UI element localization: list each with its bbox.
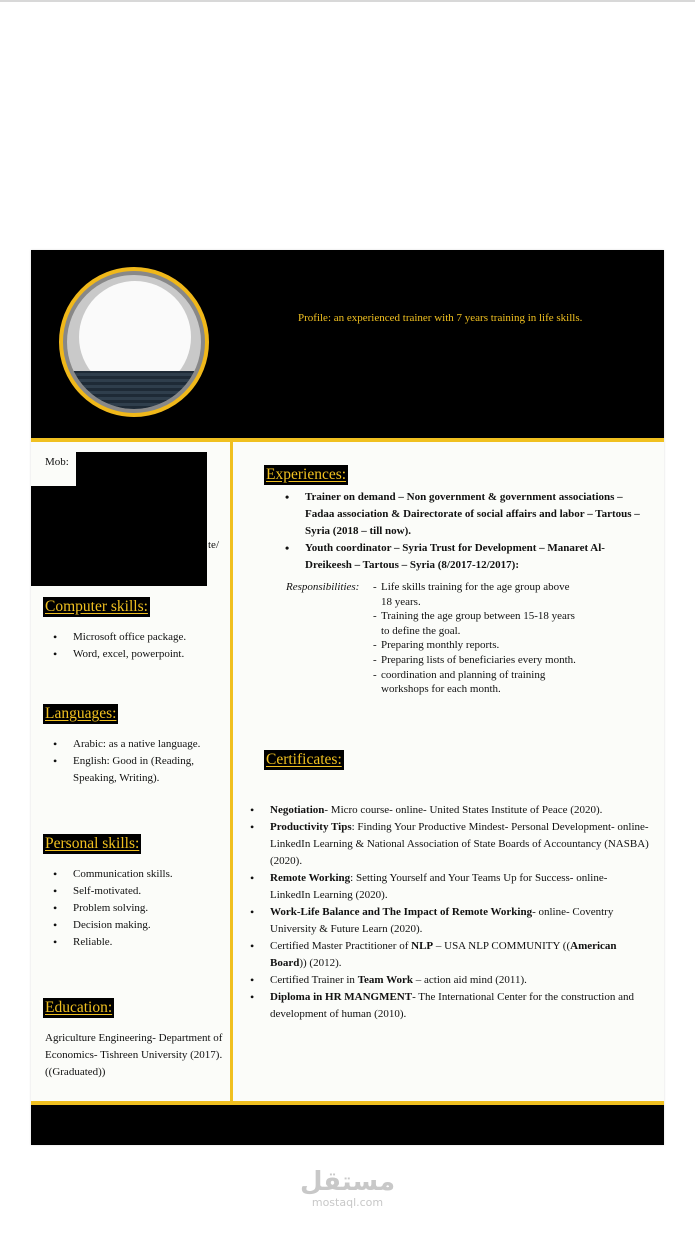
computer-skills-heading: Computer skills: [45, 598, 148, 615]
list-item [242, 972, 650, 989]
experiences-list [277, 489, 649, 574]
list-item: • Microsoft office package. [45, 629, 235, 646]
list-item [242, 989, 650, 1023]
list-item [242, 938, 650, 972]
list-item: • Arabic: as a native language. [45, 736, 225, 753]
list-item: - coordination and planning of training workshops for each month. [373, 668, 546, 696]
cert-detail: )) (2012). [299, 957, 342, 969]
list-item: • Self-motivated. [45, 883, 225, 900]
cert-title: Team Work [357, 974, 414, 986]
list-item-text: Preparing lists of beneficiaries every month. [381, 653, 576, 666]
education-text: Agriculture Engineering- Department of Economics- Tishreen University (2017). ((Graduated)) [45, 1032, 223, 1078]
cert-title: Negotiation [270, 804, 325, 816]
cert-title-2: American Board [270, 940, 617, 969]
top-divider-line [0, 0, 695, 2]
list-item: • Decision making. [45, 917, 225, 934]
cert-detail: - The International Center for the construction and development of human (2010). [270, 991, 634, 1020]
profile-summary: Profile: an experienced trainer with 7 years training in life skills. [298, 312, 583, 324]
cert-detail: : Finding Your Productive Mindest- Personal Development- online- LinkedIn Learning & National Association of State Boards of Accountancy (NASBA) (2020). [270, 821, 649, 867]
list-item-text: Training the age group between 15-18 years to define the goal. [381, 610, 575, 637]
watermark [0, 1168, 695, 1210]
certificates-list [242, 802, 650, 1023]
cert-detail: - online- Coventry University & Future Learn (2020). [270, 906, 614, 935]
cert-mid: – USA NLP COMMUNITY (( [433, 940, 571, 952]
list-item-text: coordination and planning of training workshops for each month. [381, 668, 546, 696]
list-item: • English: Good in (Reading, Speaking, Writing). [45, 753, 225, 787]
cert-detail: – action aid mind (2011). [413, 974, 527, 986]
list-item [242, 904, 650, 938]
website-fragment: te/ [208, 539, 219, 551]
cert-prefix: Certified Master Practitioner of [270, 940, 412, 952]
cert-title: Diploma in HR MANGMENT [270, 991, 413, 1003]
cert-detail: - Micro course- online- United States Institute of Peace (2020). [324, 804, 603, 816]
list-item: • Communication skills. [45, 866, 225, 883]
list-item: • Youth coordinator – Syria Trust for Development – Manaret Al-Dreikeesh – Tartous – Syria (8/2017-12/2017): [277, 540, 649, 574]
cert-title: NLP [411, 940, 434, 952]
cert-title: Productivity Tips [270, 821, 352, 833]
list-item: • Word, excel, powerpoint. [45, 646, 235, 663]
resume-document [31, 250, 664, 1145]
column-divider [230, 442, 233, 1103]
list-item: • Reliable. [45, 934, 225, 951]
list-item: - Preparing lists of beneficiaries every month. [373, 653, 576, 666]
certificates-heading: Certificates: [266, 751, 342, 768]
education-heading: Education: [45, 999, 113, 1016]
list-item: - Life skills training for the age group above 18 years. [373, 581, 570, 608]
profile-photo-inner [67, 275, 201, 409]
list-item: • Problem solving. [45, 900, 225, 917]
profile-photo-shoulders [67, 371, 201, 409]
languages-heading: Languages: [45, 705, 117, 722]
responsibilities-label: Responsibilities: [286, 581, 360, 593]
mobile-label: Mob: [45, 456, 69, 468]
experiences-heading: Experiences: [266, 466, 347, 483]
list-item-text: Preparing monthly reports. [381, 639, 500, 652]
list-item [242, 819, 650, 870]
cert-title: Remote Working [270, 872, 351, 884]
cert-detail: : Setting Yourself and Your Teams Up for Success- online- LinkedIn Learning (2020). [270, 872, 608, 901]
list-item: • Trainer on demand – Non government & government associations – Fadaa association & Dairectorate of social affairs and labor – Tartous – Syria (2018 – till now). [277, 489, 649, 540]
list-item: - Preparing monthly reports. [373, 639, 500, 652]
list-item: - Training the age group between 15-18 years to define the goal. [373, 610, 575, 637]
responsibilities-list [373, 580, 583, 697]
computer-skills-list [45, 629, 235, 663]
header-gold-bar [31, 438, 664, 442]
list-item [242, 802, 650, 819]
languages-list [45, 736, 225, 787]
resume-header [31, 250, 664, 438]
personal-skills-heading: Personal skills: [45, 835, 140, 852]
resume-footer [31, 1105, 664, 1145]
list-item [242, 870, 650, 904]
redacted-contact-block-lower [31, 486, 207, 586]
profile-photo [59, 267, 209, 417]
watermark-logo: مستقل [299, 1167, 396, 1197]
cert-prefix: Certified Trainer in [270, 974, 358, 986]
cert-title: Work-Life Balance and The Impact of Remote Working [270, 906, 533, 918]
list-item-text: Life skills training for the age group above 18 years. [381, 581, 570, 608]
watermark-url: mostaql.com [311, 1196, 384, 1209]
personal-skills-list [45, 866, 225, 951]
